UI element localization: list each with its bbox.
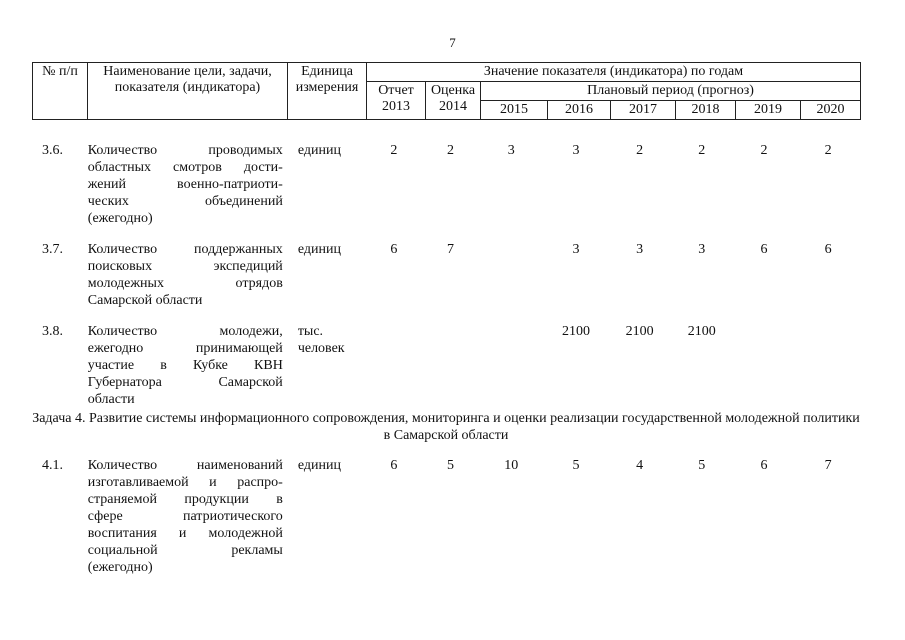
table-header <box>32 62 861 120</box>
indicator-name <box>87 457 286 576</box>
value-cell: 2 <box>698 143 706 158</box>
indicator-name-line: Количество молодежи, <box>87 324 283 339</box>
indicator-name-line: Количество поддержанных <box>87 242 283 257</box>
header-estimate: Оценка 2014 <box>426 82 481 120</box>
indicator-name-line: жений военно-патриоти- <box>87 177 283 192</box>
value-cell: 2 <box>390 143 398 158</box>
unit: единиц <box>297 143 341 158</box>
value-cell: 7 <box>447 242 455 257</box>
indicator-name-line: поисковых экспедиций <box>87 259 283 274</box>
value-cell: 2100 <box>687 324 716 339</box>
indicator-name-line: сфере патриотического <box>87 509 283 524</box>
header-year: 2017 <box>611 101 676 120</box>
indicator-name-line: страняемой продукции в <box>87 492 283 507</box>
row-number: 3.8. <box>42 324 63 339</box>
indicator-name-line: (ежегодно) <box>87 560 153 575</box>
table-body <box>32 142 860 408</box>
value-cell: 6 <box>390 242 398 257</box>
table-row <box>32 142 860 227</box>
value-cell: 10 <box>504 458 519 473</box>
row-number: 3.7. <box>42 242 63 257</box>
value-cell: 2 <box>824 143 832 158</box>
header-planned-group: Плановый период (прогноз) <box>481 82 861 101</box>
page-number: 7 <box>449 35 456 50</box>
indicator-name-line: Губернатора Самарской <box>87 375 283 390</box>
header-name: Наименование цели, задачи, показателя (индикатора) <box>88 63 288 120</box>
value-cell: 2100 <box>625 324 654 339</box>
header-year: 2020 <box>801 101 861 120</box>
indicator-name-line: Самарской области <box>87 293 203 308</box>
indicator-name-line: области <box>87 392 135 407</box>
task-heading: Задача 4. Развитие системы информационного сопровождения, мониторинга и оценки реализации государственной молодежной политики в Самарской области <box>32 411 860 443</box>
header-year: 2015 <box>481 101 548 120</box>
row-number: 3.6. <box>42 143 63 158</box>
indicator-name-line: молодежных отрядов <box>87 276 283 291</box>
value-cell: 2 <box>636 143 644 158</box>
indicator-name-line: изготавливаемой и распро- <box>87 475 283 490</box>
indicator-name <box>87 241 286 309</box>
value-cell: 2 <box>447 143 455 158</box>
indicator-name-line: ежегодно принимающей <box>87 341 283 356</box>
indicator-name-line: социальной рекламы <box>87 543 283 558</box>
value-cell: 2 <box>760 143 768 158</box>
header-year: 2019 <box>736 101 801 120</box>
header-year: 2016 <box>548 101 611 120</box>
value-cell: 5 <box>572 458 580 473</box>
unit: тыс. человек <box>297 324 345 356</box>
value-cell: 6 <box>760 242 768 257</box>
header-report: Отчет 2013 <box>367 82 426 120</box>
header-year: 2018 <box>676 101 736 120</box>
value-cell <box>423 323 478 408</box>
value-cell: 6 <box>824 242 832 257</box>
indicator-name-line: воспитания и молодежной <box>87 526 283 541</box>
unit: единиц <box>297 242 341 257</box>
table-row <box>32 241 860 309</box>
indicator-name-line: (ежегодно) <box>87 211 153 226</box>
value-cell <box>732 323 797 408</box>
table-row <box>32 323 860 408</box>
indicator-name-line: ческих объединений <box>87 194 283 209</box>
value-cell <box>478 323 545 408</box>
value-cell: 4 <box>636 458 644 473</box>
table-body-task4 <box>32 457 860 576</box>
unit: единиц <box>297 458 341 473</box>
value-cell: 3 <box>572 143 580 158</box>
value-cell: 6 <box>760 458 768 473</box>
value-cell <box>796 323 860 408</box>
indicator-name-line: Количество проводимых <box>87 143 283 158</box>
indicator-name-line: Количество наименований <box>87 458 283 473</box>
header-values-group: Значение показателя (индикатора) по годам <box>367 63 861 82</box>
value-cell: 3 <box>636 242 644 257</box>
value-cell: 3 <box>572 242 580 257</box>
indicator-name-line: участие в Кубке КВН <box>87 358 283 373</box>
value-cell: 3 <box>507 143 515 158</box>
value-cell <box>478 241 545 309</box>
value-cell <box>364 323 423 408</box>
row-number: 4.1. <box>42 458 63 473</box>
value-cell: 5 <box>447 458 455 473</box>
header-unit: Единица измерения <box>288 63 367 120</box>
value-cell: 3 <box>698 242 706 257</box>
value-cell: 6 <box>390 458 398 473</box>
indicator-name-line: областных смотров дости- <box>87 160 283 175</box>
value-cell: 5 <box>698 458 706 473</box>
value-cell: 2100 <box>561 324 590 339</box>
table-row <box>32 457 860 576</box>
indicator-name <box>87 142 286 227</box>
value-cell: 7 <box>824 458 832 473</box>
indicator-name <box>87 323 286 408</box>
header-num: № п/п <box>33 63 88 120</box>
